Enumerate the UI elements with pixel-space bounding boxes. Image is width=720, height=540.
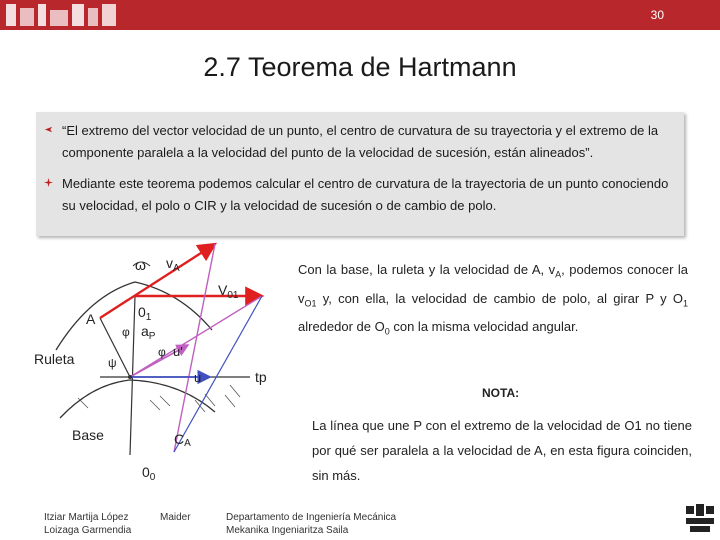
bullet-theorem-text: “El extremo del vector velocidad de un punto, el centro de curvatura de su trayectoria y el extremo de la componente paralela a la velocidad del punto de la velocidad de sucesión, están alineados”. [62,123,659,160]
footer-author-maider: Maider [160,512,191,523]
footer-authors: Itziar Martija López Loizaga Garmendia [44,512,132,536]
note-text: La línea que une P con el extremo de la velocidad de O1 no tiene por qué ser paralela a la velocidad de A, en esta figura coinciden, sin más. [312,418,692,483]
label-vo1: $V_{01}$ [218,282,239,301]
label-o0: $0_0$ [142,464,156,483]
label-u: u [194,370,202,385]
label-phi-1: φ [122,325,130,339]
ehu-logo-icon [682,500,718,536]
label-ap: $a_P$ [141,323,156,342]
label-base: Base [72,427,104,443]
label-ruleta: Ruleta [34,351,75,367]
page-number: 30 [650,8,664,22]
label-psi: ψ [108,356,117,370]
label-va: $v_A$ [166,255,180,274]
explanation-text: Con la base, la ruleta y la velocidad de A, $v_A$, podemos conocer la $v_{O1}$ y, con ella, la velocidad de cambio de polo, al girar P y $O_1$ alrededor de $O_0$ con la misma velocidad angular. [298,262,689,337]
label-ca: CA [174,431,191,449]
label-tp: tp [255,369,267,385]
bullet-star-icon [44,178,53,187]
note-title: NOTA: [482,386,520,400]
point-p [128,375,132,379]
header-bar [0,0,720,30]
bullet-application [62,173,674,217]
label-phi-2: φ [158,345,166,359]
bullet-theorem [62,120,674,164]
blue-auxiliary-line [174,296,262,452]
hartmann-diagram [0,236,300,506]
label-omega: ω [135,257,146,273]
label-u-prime: u' [173,344,183,359]
label-o1: $0_1$ [138,304,152,323]
bullet-arrow-icon [44,125,53,134]
base-curve [60,380,215,418]
university-logo [0,0,130,30]
label-point-a: A [86,311,96,327]
bullet-application-text: Mediante este teorema podemos calcular el centro de curvatura de la trayectoria de un punto conociendo su velocidad, el polo o CIR y la velocidad de sucesión o de cambio de polo. [62,176,669,213]
va-vector [100,244,215,318]
slide-title: 2.7 Teorema de Hartmann [203,52,517,82]
footer-department: Departamento de Ingeniería Mecánica Mekanika Ingeniaritza Saila [226,512,397,536]
